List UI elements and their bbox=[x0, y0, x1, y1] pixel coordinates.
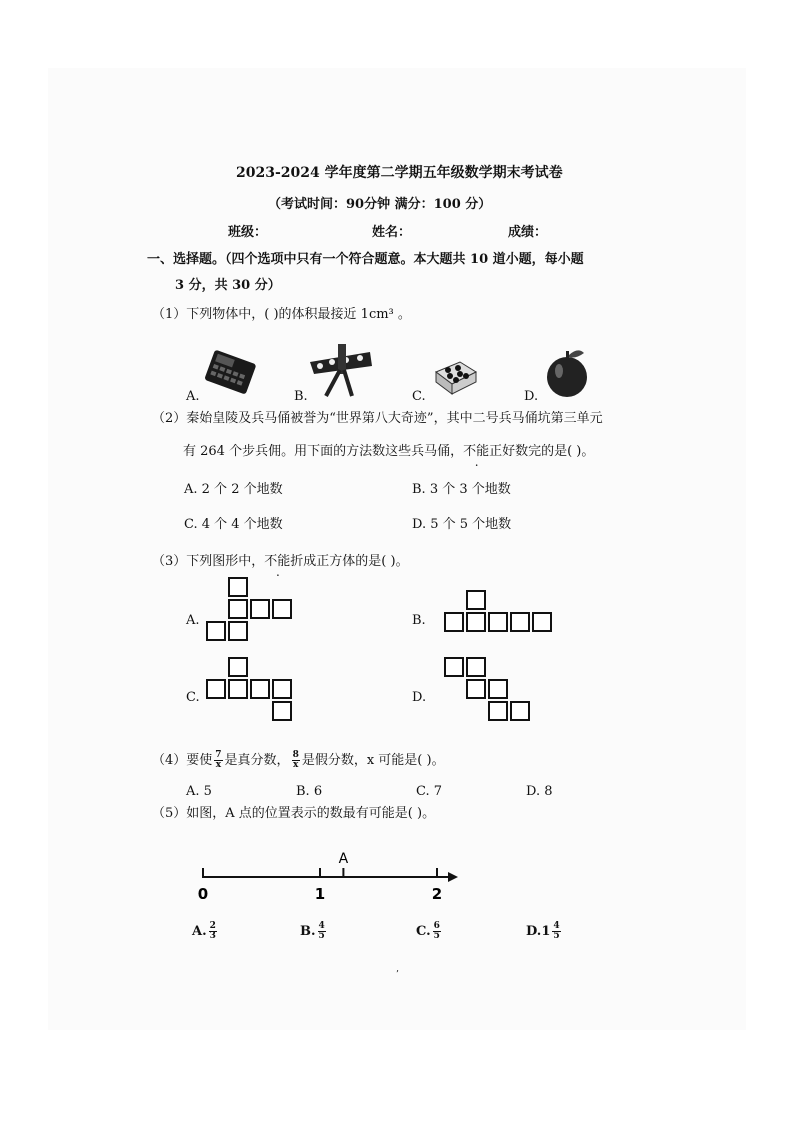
q3-stem-pre: （3）下列图形中， bbox=[152, 554, 265, 569]
option-fraction bbox=[433, 922, 441, 941]
number-line-arrow bbox=[448, 872, 458, 882]
section-heading-cont: 3 分，共 30 分） bbox=[175, 278, 281, 293]
q3-label-d: D. bbox=[412, 690, 427, 705]
q3-label-a: A. bbox=[186, 613, 200, 628]
q2-option-c: C. 4 个 4 个地数 bbox=[184, 517, 283, 532]
fraction-denominator: 3 bbox=[209, 931, 216, 941]
option-whole: 1 bbox=[541, 924, 551, 939]
section-heading: 一、选择题。（四个选项中只有一个符合题意。本大题共 10 道小题，每小题 bbox=[147, 252, 584, 267]
q1-option-d: D. bbox=[524, 389, 539, 404]
fraction-numerator: 7 bbox=[215, 750, 222, 760]
q4-option-b: B. 6 bbox=[296, 784, 323, 799]
q3-label-b: B. bbox=[412, 613, 426, 628]
q5-stem: （5）如图，A 点的位置表示的数最有可能是( )。 bbox=[152, 806, 436, 821]
q2-line2-post: 正好数完的是( )。 bbox=[489, 444, 595, 459]
q1-option-c: C. bbox=[412, 389, 426, 404]
q3-emphasis: 不能 bbox=[264, 554, 291, 569]
exam-info: （考试时间：90分钟 满分：100 分） bbox=[268, 197, 492, 212]
q4-pre: （4）要使 bbox=[152, 753, 213, 768]
fraction-numerator: 4 bbox=[318, 921, 325, 931]
option-prefix: D. bbox=[526, 924, 542, 939]
q4-mid: 是真分数， bbox=[224, 753, 290, 768]
option-prefix: C. bbox=[416, 924, 431, 939]
fraction-denominator: x bbox=[293, 760, 299, 770]
q2-option-b: B. 3 个 3 个地数 bbox=[412, 482, 511, 497]
fraction-numerator: 6 bbox=[433, 921, 440, 931]
number-line-tick-label: 1 bbox=[314, 885, 326, 903]
q2-line2-pre: 有 264 个步兵佣。用下面的方法数这些兵马俑， bbox=[183, 444, 464, 459]
class-label: 班级： bbox=[228, 225, 268, 240]
fraction-denominator: 5 bbox=[318, 931, 325, 941]
q5-option-b bbox=[300, 922, 328, 941]
q3-label-c: C. bbox=[186, 690, 200, 705]
number-line-tick-label: 0 bbox=[197, 885, 209, 903]
q4-option-a: A. 5 bbox=[186, 784, 212, 799]
q1-option-b: B. bbox=[294, 389, 308, 404]
fraction-numerator: 4 bbox=[553, 921, 560, 931]
exam-title: 2023-2024 学年度第二学期五年级数学期末考试卷 bbox=[236, 165, 563, 181]
q2-option-a: A. 2 个 2 个地数 bbox=[184, 482, 283, 497]
q4-option-c: C. 7 bbox=[416, 784, 443, 799]
score-label: 成绩： bbox=[508, 225, 548, 240]
fraction-denominator: x bbox=[215, 760, 222, 770]
q2-emphasis: 不能 bbox=[463, 444, 490, 459]
q4-post: 是假分数，x 可能是( )。 bbox=[301, 753, 445, 768]
fraction-denominator: 5 bbox=[433, 931, 440, 941]
point-a-label: A bbox=[338, 851, 349, 867]
q1-stem: （1）下列物体中，( )的体积最接近 1cm³ 。 bbox=[152, 307, 411, 322]
name-label: 姓名： bbox=[372, 225, 412, 240]
option-fraction bbox=[552, 922, 560, 941]
q3-stem-post: 折成正方体的是( )。 bbox=[290, 554, 409, 569]
q5-option-a bbox=[192, 922, 219, 941]
q4-option-d: D. 8 bbox=[526, 784, 553, 799]
q5-option-c bbox=[416, 922, 443, 941]
fraction-numerator: 8 bbox=[292, 750, 299, 760]
fraction-denominator: 5 bbox=[553, 931, 560, 941]
fraction-numerator: 2 bbox=[209, 921, 216, 931]
q5-option-d bbox=[526, 922, 563, 941]
q2-option-d: D. 5 个 5 个地数 bbox=[412, 517, 512, 532]
option-prefix: B. bbox=[300, 924, 316, 939]
option-prefix: A. bbox=[192, 924, 207, 939]
q2-line1: （2）秦始皇陵及兵马俑被誉为“世界第八大奇迹”，其中二号兵马俑坑第三单元 bbox=[152, 411, 603, 426]
option-fraction bbox=[209, 922, 217, 941]
number-line-tick-label: 2 bbox=[431, 885, 443, 903]
option-fraction bbox=[318, 922, 326, 941]
q1-option-a: A. bbox=[186, 389, 200, 404]
footer-mark: ’ bbox=[396, 970, 399, 980]
